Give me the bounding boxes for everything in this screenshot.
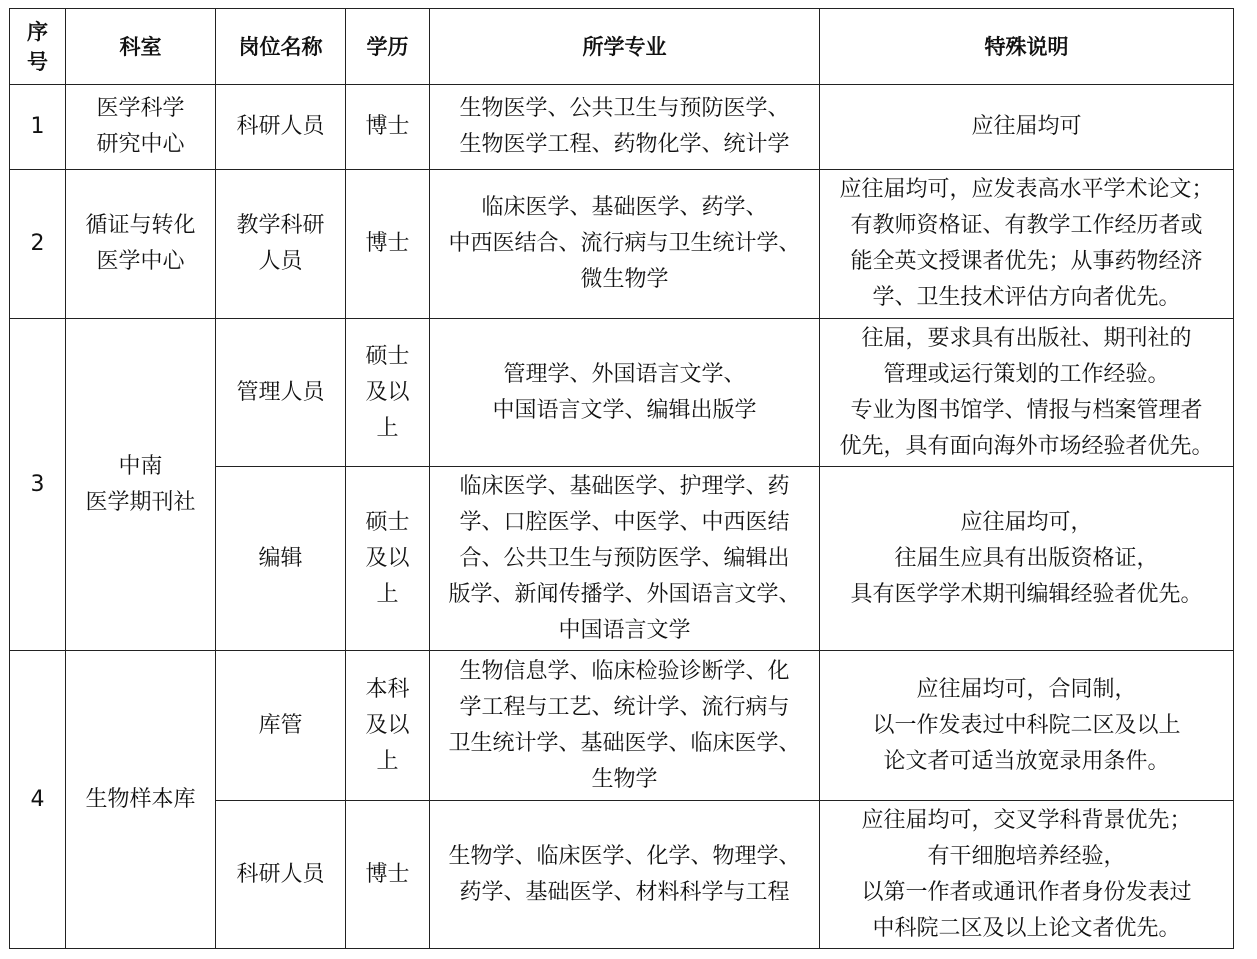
header-serial-line: 序 [27,19,48,44]
cell-major [430,651,820,801]
text-line: 生物学、临床医学、化学、物理学、 [448,843,801,869]
cell-notes [820,467,1234,651]
cell-serial: 3 [10,319,66,651]
cell-major [430,319,820,467]
text-line: 生物样本库 [85,786,196,812]
recruitment-table-wrapper [9,8,1234,949]
cell-education [346,651,430,801]
header-position: 岗位名称 [216,9,346,85]
cell-serial: 2 [10,170,66,319]
text-line: 生物医学、公共卫生与预防医学、 [459,96,790,121]
text-line: 医学中心 [96,249,185,274]
text-line: 有干细胞培养经验， [927,843,1126,869]
text-line: 以一作发表过中科院二区及以上 [872,712,1181,738]
text-line: 生物信息学、临床检验诊断学、化 [459,658,790,684]
text-line: 医学科学 [96,96,185,121]
text-line: 有教师资格证、有教学工作经历者或 [850,213,1203,238]
text-line: 教学科研 [236,213,325,238]
cell-education [346,85,430,170]
text-line: 博士 [365,231,410,256]
header-education: 学历 [346,9,430,85]
text-line: 往届，要求具有出版社、期刊社的 [861,325,1192,351]
text-line: 博士 [365,114,410,139]
header-row [10,9,1234,85]
text-line: 学、卫生技术评估方向者优先。 [872,285,1181,310]
cell-department [66,170,216,319]
text-line: 版学、新闻传播学、外国语言文学、 [448,581,801,607]
text-line: 往届生应具有出版资格证， [894,545,1159,571]
text-line: 人员 [258,249,303,274]
text-line: 应往届均可，应发表高水平学术论文； [839,177,1214,202]
text-line: 上 [376,581,399,607]
text-line: 应往届均可，交叉学科背景优先； [861,807,1192,833]
table-row [10,651,1234,801]
cell-education [346,801,430,949]
text-line: 科研人员 [236,114,325,139]
cell-position [216,170,346,319]
cell-position [216,801,346,949]
cell-position [216,651,346,801]
cell-position [216,319,346,467]
text-line: 科研人员 [236,861,325,887]
text-line: 应往届均可，合同制， [916,676,1137,702]
cell-major [430,85,820,170]
text-line: 硕士 [365,509,410,535]
cell-department [66,319,216,651]
text-line: 药学、基础医学、材料科学与工程 [459,879,790,905]
text-line: 管理人员 [236,379,325,405]
header-major: 所学专业 [430,9,820,85]
text-line: 中国语言文学 [558,617,691,643]
text-line: 能全英文授课者优先；从事药物经济 [850,249,1203,274]
text-line: 循证与转化 [85,213,196,238]
cell-education [346,170,430,319]
table-row [10,170,1234,319]
cell-education [346,467,430,651]
text-line: 管理或运行策划的工作经验。 [883,361,1170,387]
text-line: 上 [376,748,399,774]
text-line: 管理学、外国语言文学、 [503,361,746,387]
cell-department [66,85,216,170]
text-line: 具有医学学术期刊编辑经验者优先。 [850,581,1203,607]
text-line: 及以 [365,379,410,405]
cell-notes [820,801,1234,949]
text-line: 临床医学、基础医学、护理学、药 [459,473,790,499]
text-line: 生物医学工程、药物化学、统计学 [459,132,790,157]
cell-serial: 1 [10,85,66,170]
text-line: 编辑 [258,545,303,571]
text-line: 中科院二区及以上论文者优先。 [872,915,1181,941]
cell-notes [820,651,1234,801]
text-line: 博士 [365,861,410,887]
text-line: 库管 [258,712,303,738]
text-line: 上 [376,415,399,441]
text-line: 临床医学、基础医学、药学、 [481,195,768,220]
cell-department [66,651,216,949]
text-line: 应往届均可， [960,509,1093,535]
text-line: 研究中心 [96,132,185,157]
cell-education [346,319,430,467]
cell-major [430,801,820,949]
text-line: 中西医结合、流行病与卫生统计学、 [448,231,801,256]
text-line: 专业为图书馆学、情报与档案管理者 [850,397,1203,423]
cell-major [430,467,820,651]
cell-position [216,467,346,651]
cell-notes [820,319,1234,467]
text-line: 生物学 [591,766,658,792]
text-line: 合、公共卫生与预防医学、编辑出 [459,545,790,571]
text-line: 硕士 [365,343,410,369]
text-line: 应往届均可 [971,114,1082,139]
header-serial-number [10,9,66,85]
cell-position [216,85,346,170]
cell-notes [820,170,1234,319]
text-line: 学、口腔医学、中医学、中西医结 [459,509,790,535]
header-serial-line: 号 [27,49,48,74]
header-notes: 特殊说明 [820,9,1234,85]
text-line: 微生物学 [580,267,669,292]
cell-serial: 4 [10,651,66,949]
recruitment-table [9,8,1234,949]
table-row [10,85,1234,170]
text-line: 本科 [365,676,410,702]
text-line: 及以 [365,712,410,738]
text-line: 医学期刊社 [85,489,196,515]
header-department: 科室 [66,9,216,85]
text-line: 学工程与工艺、统计学、流行病与 [459,694,790,720]
text-line: 及以 [365,545,410,571]
table-row [10,319,1234,467]
text-line: 论文者可适当放宽录用条件。 [883,748,1170,774]
cell-notes [820,85,1234,170]
text-line: 中国语言文学、编辑出版学 [492,397,757,423]
cell-major [430,170,820,319]
text-line: 中南 [118,453,163,479]
text-line: 以第一作者或通讯作者身份发表过 [861,879,1192,905]
text-line: 优先，具有面向海外市场经验者优先。 [839,433,1214,459]
text-line: 卫生统计学、基础医学、临床医学、 [448,730,801,756]
